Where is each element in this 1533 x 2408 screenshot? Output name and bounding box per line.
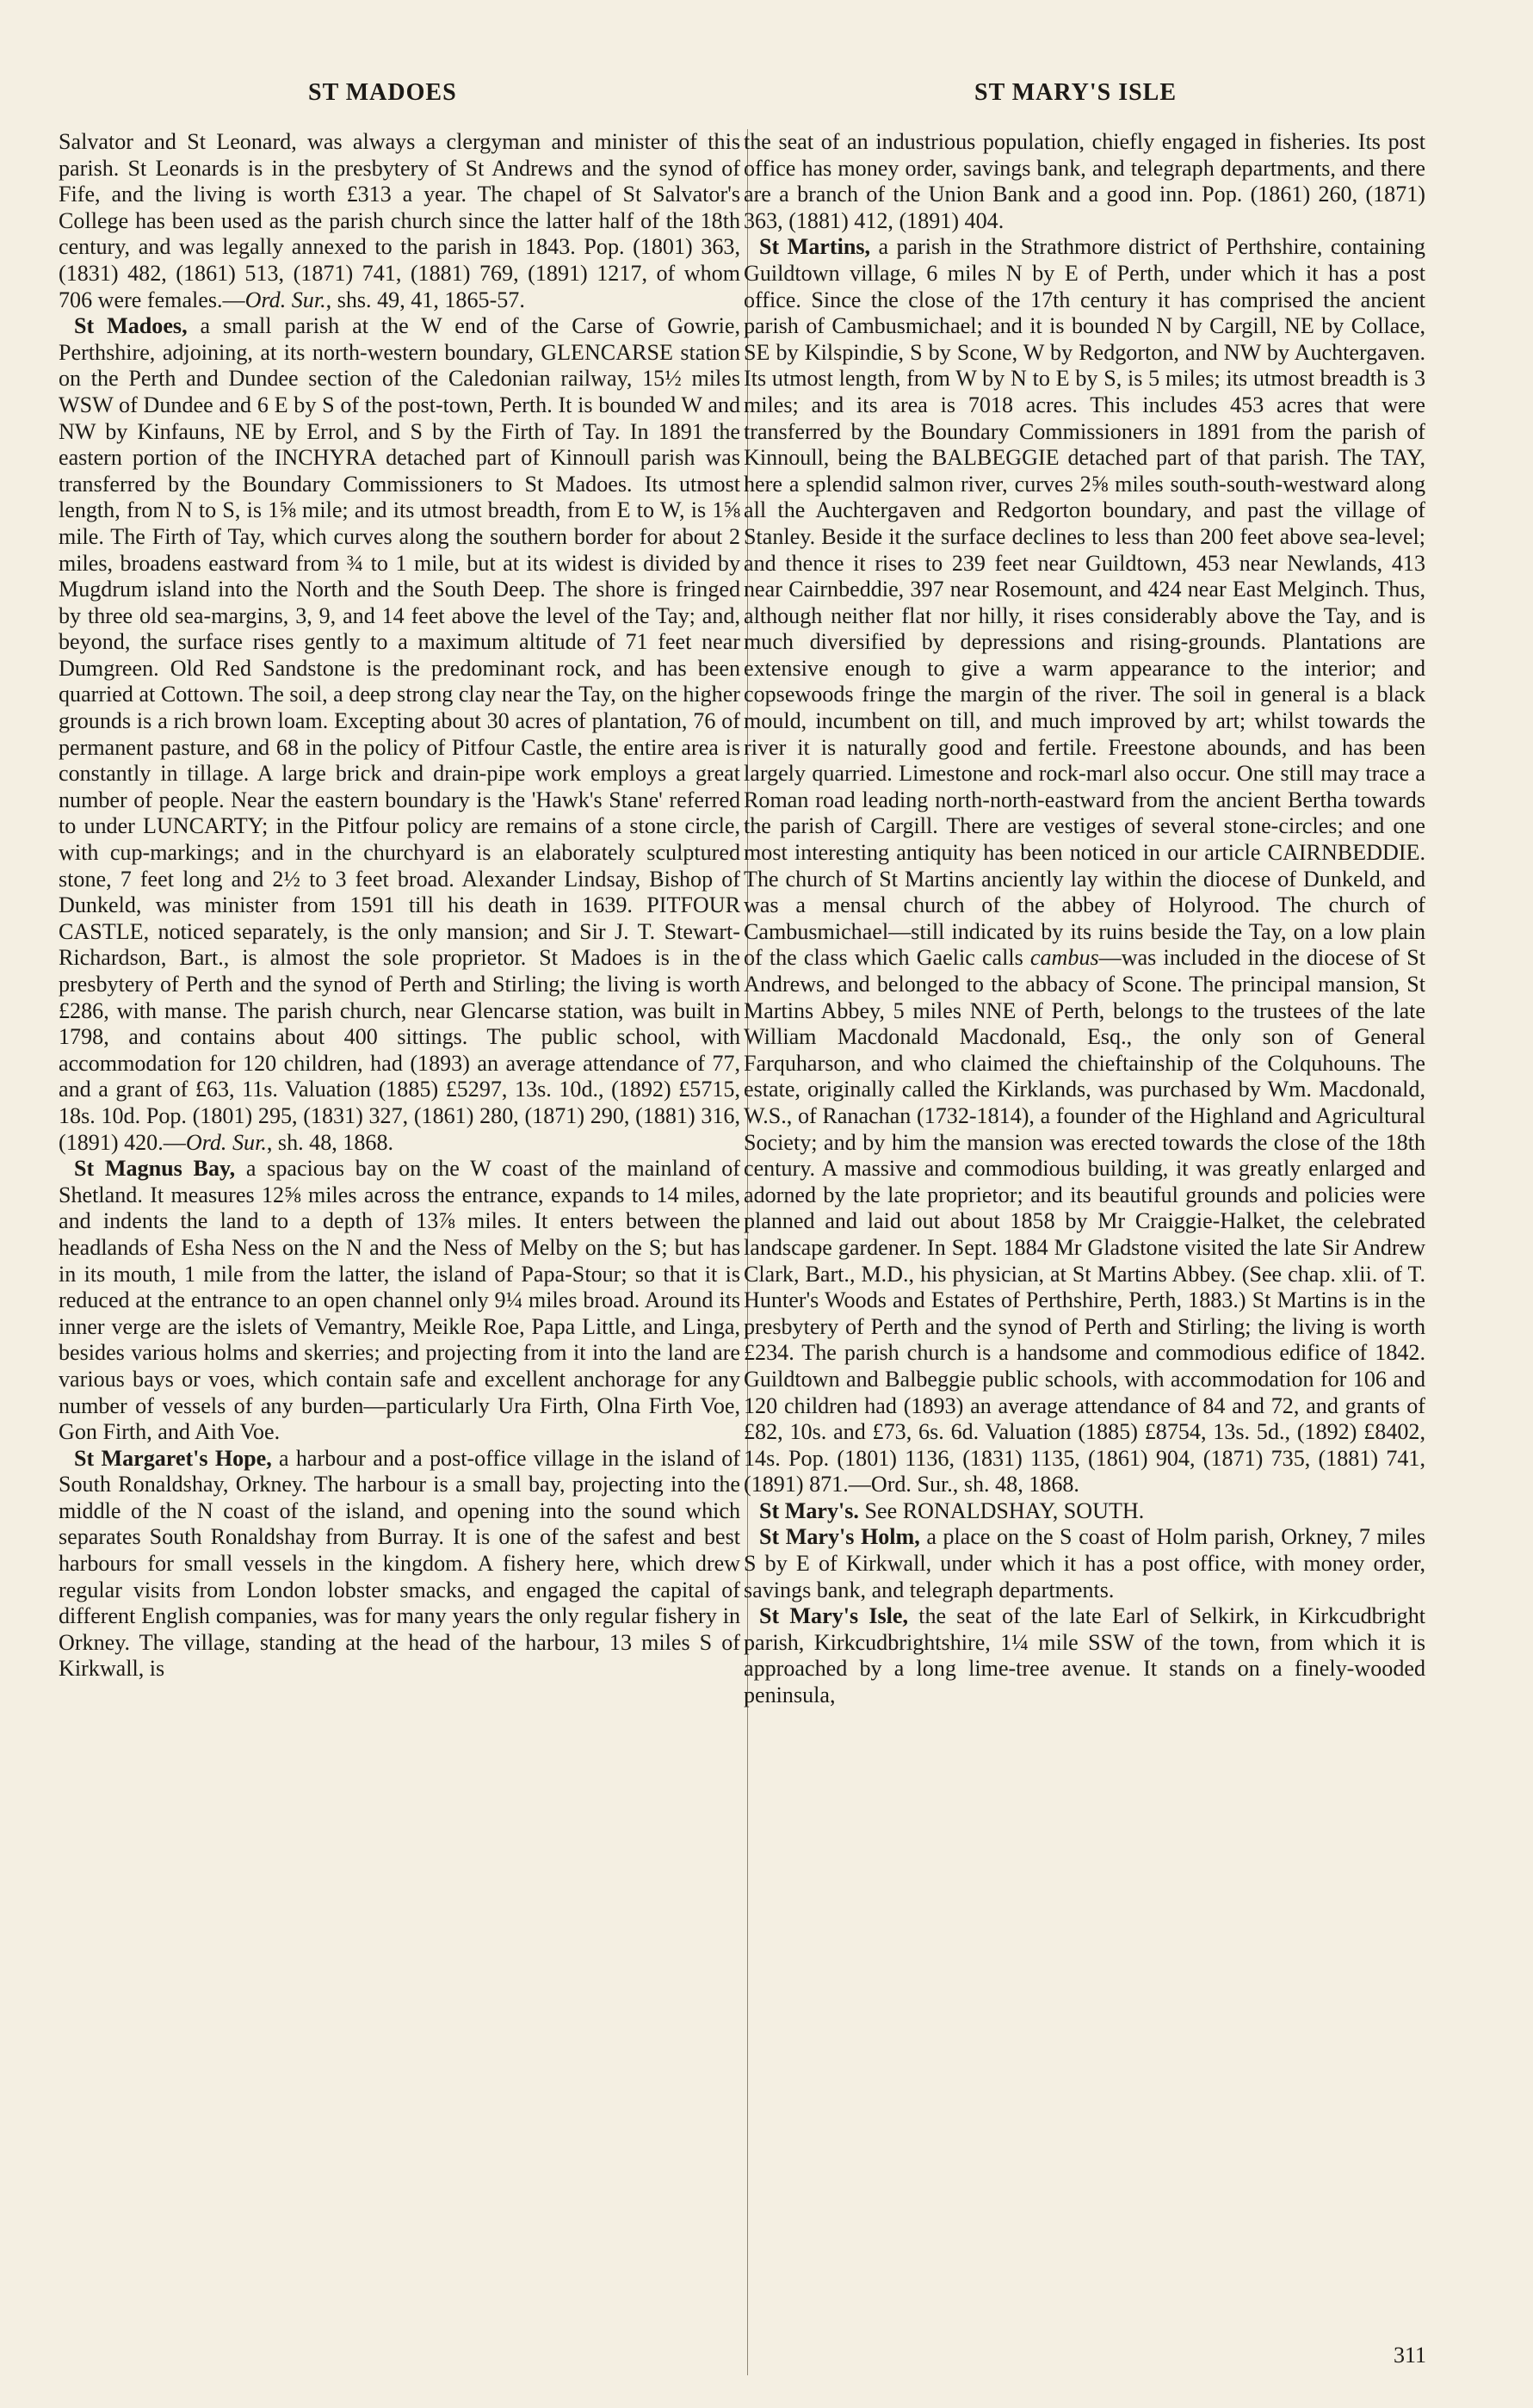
- entry-st-marys: St Mary's. See RONALDSHAY, SOUTH.: [759, 1497, 1145, 1523]
- entry-heading: St Madoes,: [74, 313, 188, 339]
- left-column: [59, 129, 740, 1683]
- entry-heading: St Mary's Isle,: [759, 1603, 908, 1629]
- entry-st-martins: St Martins, a parish in the Strathmore district of Perthshire, containing Guildtown village, 6 miles N by E of Perth, under which it has a post office. Since the close of the 17th century it has comprised the ancient parish of Cambusmichael; and it is bounded N by Cargill, NE by Collace, SE by Kilspindie, S by Scone, W by Redgorton, and NW by Auchtergaven. Its utmost length, from W by N to E by S, is 5 miles; its utmost breadth is 3 miles; and its area is 7018 acres. This includes 453 acres that were transferred by the Boundary Commissioners in 1891 from the parish of Kinnoull, being the BALBEGGIE detached part of that parish. The TAY, here a splendid salmon river, curves 2⅝ miles south-south-westward along all the Auchtergaven and Redgorton boundary, and past the village of Stanley. Beside it the surface declines to less than 200 feet above sea-level; and thence it rises to 239 feet near Guildtown, 453 near Newlands, 413 near Cairnbeddie, 397 near Rosemount, and 424 near East Melginch. Thus, although neither flat nor hilly, it rises considerably above the Tay, and is much diversified by depressions and rising-grounds. Plantations are extensive enough to give a warm appearance to the interior; and copsewoods fringe the margin of the river. The soil in general is a black mould, incumbent on till, and much improved by art; whilst towards the river it is naturally good and fertile. Freestone abounds, and has been largely quarried. Limestone and rock-marl also occur. One still may trace a Roman road leading north-north-eastward from the ancient Bertha towards the parish of Cargill. There are vestiges of several stone-circles; and one most interesting antiquity has been noticed in our article CAIRNBEDDIE. The church of St Martins anciently lay within the diocese of Dunkeld, and was a mensal church of the abbey of Holyrood. The church of Cambusmichael—still indicated by its ruins beside the Tay, on a low plain of the class which Gaelic calls cambus—was included in the diocese of St Andrews, and belonged to the abbacy of Scone. The principal mansion, St Martins Abbey, 5 miles NNE of Perth, belongs to the trustees of the late William Macdonald Macdonald, Esq., the only son of General Farquharson, and who claimed the chieftainship of the Colquhouns. The estate, originally called the Kirklands, was purchased by Wm. Macdonald, W.S., of Ranachan (1732-1814), a founder of the Highland and Agricultural Society; and by him the mansion was erected towards the close of the 18th century. A massive and commodious building, it was greatly enlarged and adorned by the late proprietor; and its beautiful grounds and policies were planned and laid out about 1858 by Mr Craiggie-Halket, the celebrated landscape gardener. In Sept. 1884 Mr Gladstone visited the late Sir Andrew Clark, Bart., M.D., his physician, at St Martins Abbey. (See chap. xlii. of T. Hunter's Woods and Estates of Perthshire, Perth, 1883.) St Martins is in the presbytery of Perth and the synod of Perth and Stirling; the living is worth £234. The parish church is a handsome and commodious edifice of 1842. Guildtown and Balbeggie public schools, with accommodation for 106 and 120 children had (1893) an average attendance of 84 and 72, and grants of £82, 10s. and £73, 6s. 6d. Valuation (1885) £8754, 13s. 5d., (1892) £8402, 14s. Pop. (1801) 1136, (1831) 1135, (1861) 904, (1871) 735, (1881) 741, (1891) 871.—Ord. Sur., sh. 48, 1868.: [744, 234, 1425, 1497]
- entry-heading: St Martins,: [759, 234, 871, 260]
- entry-heading: St Mary's Holm,: [759, 1524, 920, 1550]
- running-head-left: ST MADOES: [308, 79, 457, 106]
- entry-st-margarets-hope: St Margaret's Hope, a harbour and a post-office village in the island of South Ronaldshay, Orkney. The harbour is a small bay, projecting into the middle of the N coast of the island, and opening into the sound which separates South Ronaldshay from Burray. It is one of the safest and best harbours for small vessels in the kingdom. A fishery here, which drew regular visits from London lobster smacks, and engaged the capital of different English companies, was for many years the only regular fishery in Orkney. The village, standing at the head of the harbour, 13 miles S of Kirkwall, is: [59, 1445, 740, 1682]
- entry-st-marys-isle: St Mary's Isle, the seat of the late Earl of Selkirk, in Kirkcudbright parish, Kirkcudbrightshire, 1¼ mile SSW of the town, from which it is approached by a long lime-tree avenue. It stands on a finely-wooded peninsula,: [744, 1603, 1426, 1708]
- paragraph: the seat of an industrious population, chiefly engaged in fisheries. Its post office has money order, savings bank, and telegraph departments, and there are a branch of the Union Bank and a good inn. Pop. (1861) 260, (1871) 363, (1881) 412, (1891) 404.: [744, 129, 1425, 233]
- right-column: [744, 129, 1425, 1709]
- entry-st-madoes: St Madoes, a small parish at the W end of the Carse of Gowrie, Perthshire, adjoining, at its north-western boundary, GLENCARSE station on the Perth and Dundee section of the Caledonian railway, 15½ miles WSW of Dundee and 6 E by S of the post-town, Perth. It is bounded W and NW by Kinfauns, NE by Errol, and S by the Firth of Tay. In 1891 the eastern portion of the INCHYRA detached part of Kinnoull parish was transferred by the Boundary Commissioners to St Madoes. Its utmost length, from N to S, is 1⅝ mile; and its utmost breadth, from E to W, is 1⅝ mile. The Firth of Tay, which curves along the southern border for about 2 miles, broadens eastward from ¾ to 1 mile, but at its widest is divided by Mugdrum island into the North and the South Deep. The shore is fringed by three old sea-margins, 3, 9, and 14 feet above the level of the Tay; and, beyond, the surface rises gently to a maximum altitude of 71 feet near Dumgreen. Old Red Sandstone is the predominant rock, and has been quarried at Cottown. The soil, a deep strong clay near the Tay, on the higher grounds is a rich brown loam. Excepting about 30 acres of plantation, 76 of permanent pasture, and 68 in the policy of Pitfour Castle, the entire area is constantly in tillage. A large brick and drain-pipe work employs a great number of people. Near the eastern boundary is the 'Hawk's Stane' referred to under LUNCARTY; in the Pitfour policy are remains of a stone circle, with cup-markings; and in the churchyard is an elaborately sculptured stone, 7 feet long and 2½ to 3 feet broad. Alexander Lindsay, Bishop of Dunkeld, was minister from 1591 till his death in 1639. PITFOUR CASTLE, noticed separately, is the only mansion; and Sir J. T. Stewart-Richardson, Bart., is almost the sole proprietor. St Madoes is in the presbytery of Perth and the synod of Perth and Stirling; the living is worth £286, with manse. The parish church, near Glencarse station, was built in 1798, and contains about 400 sittings. The public school, with accommodation for 120 children, had (1893) an average attendance of 77, and a grant of £63, 11s. Valuation (1885) £5297, 13s. 10d., (1892) £5715, 18s. 10d. Pop. (1801) 295, (1831) 327, (1861) 280, (1871) 290, (1881) 316, (1891) 420.—Ord. Sur., sh. 48, 1868.: [59, 313, 740, 1155]
- page-number: 311: [1393, 2343, 1426, 2368]
- entry-heading: St Margaret's Hope,: [74, 1445, 272, 1471]
- entry-st-marys-holm: St Mary's Holm, a place on the S coast of Holm parish, Orkney, 7 miles S by E of Kirkwall, under which it has a post office, with money order, savings bank, and telegraph departments.: [744, 1524, 1426, 1602]
- running-head-right: ST MARY'S ISLE: [974, 79, 1178, 106]
- entry-st-magnus-bay: St Magnus Bay, a spacious bay on the W coast of the mainland of Shetland. It measures 12⅝ miles across the entrance, expands to 14 miles, and indents the land to a depth of 13⅞ miles. It enters between the headlands of Esha Ness on the N and the Ness of Melby on the S; but has in its mouth, 1 mile from the latter, the island of Papa-Stour; so that it is reduced at the entrance to an open channel only 9¼ miles broad. Around its inner verge are the islets of Vemantry, Meikle Roe, Papa Little, and Linga, besides various holms and skerries; and projecting from it into the land are various bays or voes, which contain safe and excellent anchorage for any number of vessels of any burden—particularly Ura Firth, Olna Firth Voe, Gon Firth, and Aith Voe.: [59, 1156, 740, 1445]
- entry-heading: St Mary's.: [759, 1497, 859, 1523]
- entry-heading: St Magnus Bay,: [74, 1156, 236, 1182]
- paragraph: Salvator and St Leonard, was always a clergyman and minister of this parish. St Leonards is in the presbytery of St Andrews and the synod of Fife, and the living is worth £313 a year. The chapel of St Salvator's College has been used as the parish church since the latter half of the 18th century, and was legally annexed to the parish in 1843. Pop. (1801) 363, (1831) 482, (1861) 513, (1871) 741, (1881) 769, (1891) 1217, of whom 706 were females.—Ord. Sur., shs. 49, 41, 1865-57.: [59, 129, 740, 312]
